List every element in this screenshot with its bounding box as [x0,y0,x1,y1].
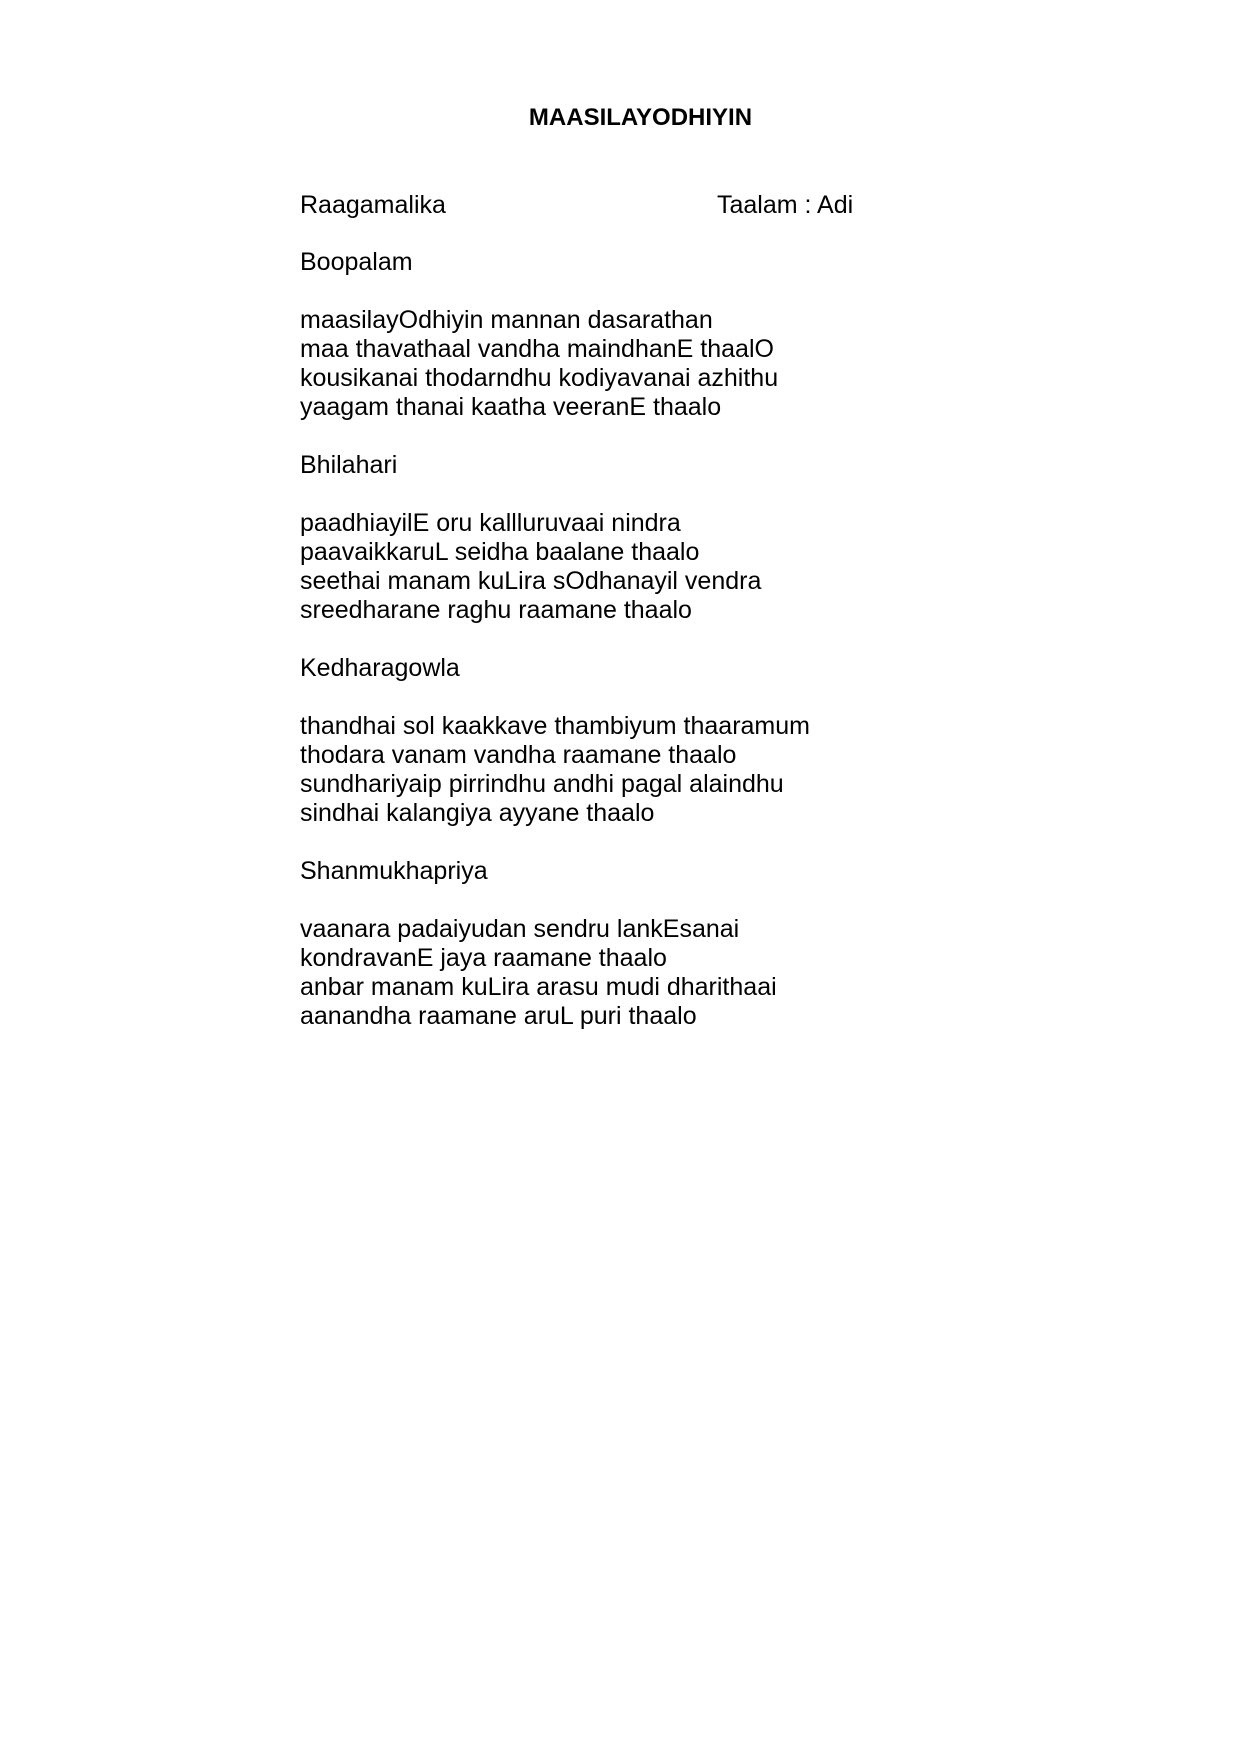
lyric-line: aanandha raamane aruL puri thaalo [300,1002,697,1030]
section-raga-name: Boopalam [300,248,413,276]
section-raga-name: Bhilahari [300,451,398,479]
lyric-line: paavaikkaruL seidha baalane thaalo [300,538,700,566]
section-kedharagowla [300,654,1000,828]
raga-label: Raagamalika [300,191,446,219]
section-boopalam [300,248,1000,422]
verse [300,306,1000,422]
verse [300,509,1000,625]
lyric-line: maasilayOdhiyin mannan dasarathan [300,306,713,334]
lyric-line: sundhariyaip pirrindhu andhi pagal alaindhu [300,770,784,798]
song-title: MAASILAYODHIYIN [528,104,753,131]
lyrics-body [300,248,1000,1060]
lyric-line: vaanara padaiyudan sendru lankEsanai [300,915,740,943]
section-bhilahari [300,451,1000,625]
section-raga-name: Kedharagowla [300,654,460,682]
verse [300,915,1000,1031]
lyric-line: anbar manam kuLira arasu mudi dharithaai [300,973,777,1001]
lyric-line: seethai manam kuLira sOdhanayil vendra [300,567,762,595]
lyric-line: thandhai sol kaakkave thambiyum thaaramum [300,712,810,740]
section-shanmukhapriya [300,857,1000,1031]
lyric-line: paadhiayilE oru kallluruvaai nindra [300,509,681,537]
lyric-line: sreedharane raghu raamane thaalo [300,596,692,624]
taalam-label: Taalam : Adi [717,191,854,219]
verse [300,712,1000,828]
lyric-line: kondravanE jaya raamane thaalo [300,944,667,972]
section-raga-name: Shanmukhapriya [300,857,488,885]
lyric-line: thodara vanam vandha raamane thaalo [300,741,737,769]
lyric-line: kousikanai thodarndhu kodiyavanai azhithu [300,364,779,392]
lyric-line: sindhai kalangiya ayyane thaalo [300,799,655,827]
lyric-line: maa thavathaal vandha maindhanE thaalO [300,335,774,363]
lyric-line: yaagam thanai kaatha veeranE thaalo [300,393,722,421]
